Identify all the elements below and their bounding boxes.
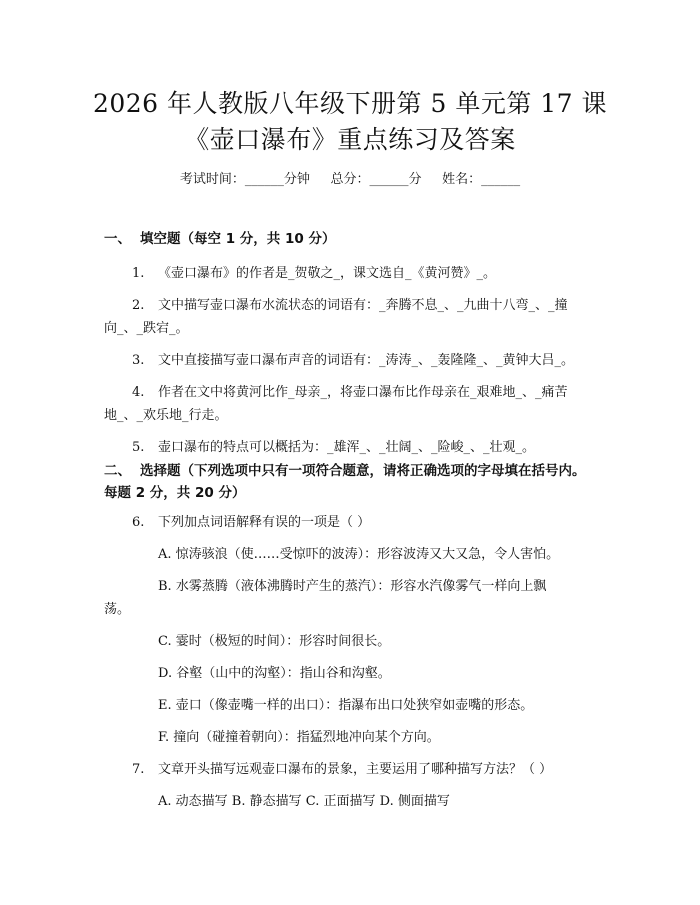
question-text: 文章开头描写远观壶口瀑布的景象，主要运用了哪种描写方法？（ ） [158,762,553,777]
question-text: 文中直接描写壶口瀑布声音的词语有：_涛涛_、_轰隆隆_、_黄钟大吕_。 [158,353,575,368]
option-c: C. 霎时（极短的时间）：形容时间很长。 [158,634,391,649]
question-4-continuation: 地_、_欢乐地_行走。 [104,408,228,423]
question-1 [132,265,496,283]
question-7 [132,761,552,779]
question-number: 2. [132,298,145,313]
question-5 [132,439,535,457]
option-d: D. 谷壑（山中的沟壑）：指山谷和沟壑。 [158,666,391,681]
question-text: 作者在文中将黄河比作_母亲_，将壶口瀑布比作母亲在_艰难地_、_痛苦 [158,385,568,400]
question-text: 《壶口瀑布》的作者是_贺敬之_，课文选自_《黄河赞》_。 [158,266,497,281]
question-2-continuation: 向_、_跌宕_。 [104,321,189,336]
document-title-line-2: 《壶口瀑布》重点练习及答案 [184,125,516,154]
question-7-options: A. 动态描写 B. 静态描写 C. 正面描写 D. 侧面描写 [158,794,450,809]
section-title: 填空题（每空 1 分，共 10 分） [140,231,336,247]
section-number: 一、 [104,231,131,247]
section-heading-multiple-choice [104,460,624,482]
question-6 [132,514,370,532]
question-text: 文中描写壶口瀑布水流状态的词语有：_奔腾不息_、_九曲十八弯_、_撞 [158,298,568,313]
section-title: 选择题（下列选项中只有一项符合题意，请将正确选项的字母填在括号内。 [140,463,586,479]
option-e: E. 壶口（像壶嘴一样的出口）：指瀑布出口处狭窄如壶嘴的形态。 [158,698,534,713]
question-number: 5. [132,440,145,455]
question-2 [132,297,568,315]
section-heading-fill-in [104,228,624,250]
question-text: 下列加点词语解释有误的一项是（ ） [158,515,371,530]
question-number: 1. [132,266,145,281]
question-number: 6. [132,515,145,530]
question-number: 4. [132,385,145,400]
question-4 [132,384,568,402]
question-text: 壶口瀑布的特点可以概括为：_雄浑_、_壮阔_、_险峻_、_壮观_。 [158,440,536,455]
option-f: F. 撞向（碰撞着朝向）：指猛烈地冲向某个方向。 [158,730,440,745]
document-title-line-1: 2026 年人教版八年级下册第 5 单元第 17 课 [92,89,608,118]
question-3 [132,352,574,370]
question-number: 7. [132,762,145,777]
question-number: 3. [132,353,145,368]
option-b-continuation: 荡。 [104,602,131,617]
section-number: 二、 [104,463,131,479]
exam-info-line: 考试时间：______分钟 总分：______分 姓名：______ [179,172,521,187]
option-b: B. 水雾蒸腾（液体沸腾时产生的蒸汽）：形容水汽像雾气一样向上飘 [158,579,547,594]
option-a: A. 惊涛骇浪（使……受惊吓的波涛）：形容波涛又大又急，令人害怕。 [158,547,560,562]
section-heading-continuation: 每题 2 分，共 20 分） [104,485,246,501]
